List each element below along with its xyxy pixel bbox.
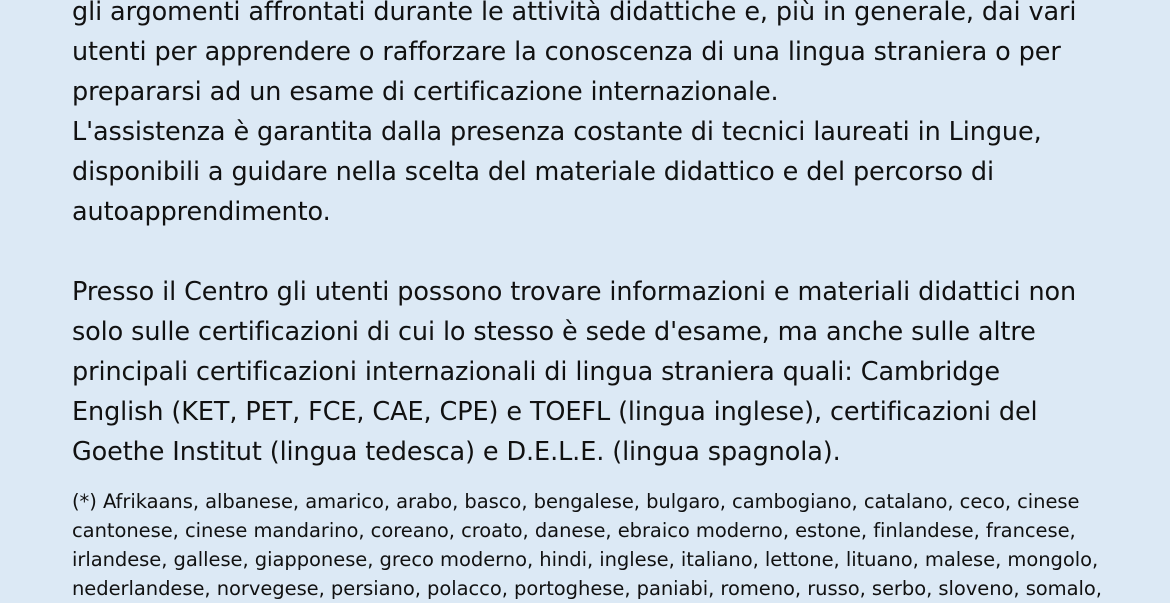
footnote-text: (*) Afrikaans, albanese, amarico, arabo, basco, bengalese, bulgaro, cambogiano, catalano, ceco, cinese cantonese, cinese mandarino, coreano, croato, danese, ebraico moderno, estone, finlandese, francese, irlandese, gallese, giapponese, greco moderno, hindi, inglese, italiano, lettone, lituano, malese, mongolo, nederlandese, norvegese, persiano, polacco, portoghese, paniabi, romeno, russo, serbo, sloveno, somalo, <box>72 490 1102 600</box>
footnote-block <box>72 487 1102 603</box>
paragraph-3: Presso il Centro gli utenti possono trovare informazioni e materiali didattici non solo sulle certificazioni di cui lo stesso è sede d'esame, ma anche sulle altre principali certificazioni internazionali di lingua straniera quali: Cambridge English (KET, PET, FCE, CAE, CPE) e TOEFL (lingua inglese), certificazioni del Goethe Institut (lingua tedesca) e D.E.L.E. (lingua spagnola). <box>72 277 1077 467</box>
slide-body-text <box>72 0 1098 472</box>
paragraph-1: gli argomenti affrontati durante le attività didattiche e, più in generale, dai vari utenti per apprendere o rafforzare la conoscenza di una lingua straniera o per prepararsi ad un esame di certificazione internazionale. <box>72 0 1077 107</box>
paragraph-2: L'assistenza è garantita dalla presenza costante di tecnici laureati in Lingue, disponibili a guidare nella scelta del materiale didattico e del percorso di autoapprendimento. <box>72 117 1042 227</box>
